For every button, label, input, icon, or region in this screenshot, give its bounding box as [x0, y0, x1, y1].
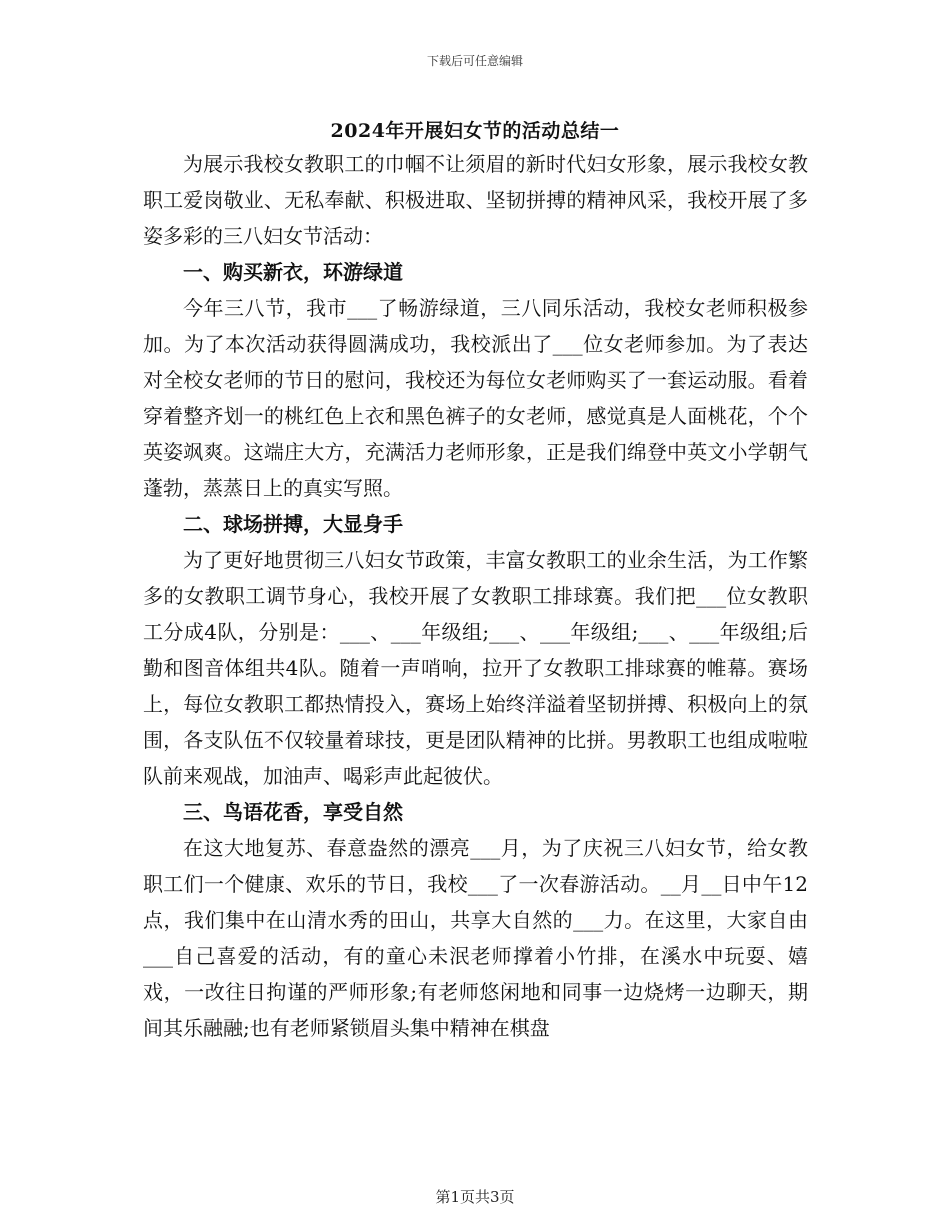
section-paragraph-1: 今年三八节，我市___了畅游绿道，三八同乐活动，我校女老师积极参加。为了本次活动获得圆满成功，我校派出了___位女老师参加。为了表达对全校女老师的节日的慰问，我校还为每位女老师购买了一套运动服。看着穿着整齐划一的桃红色上衣和黑色裤子的女老师，感觉真是人面桃花，个个英姿飒爽。这端庄大方，充满活力老师形象，正是我们绵登中英文小学朝气蓬勃，蒸蒸日上的真实写照。 [143, 296, 808, 500]
section-paragraph-3: 在这大地复苏、春意盎然的漂亮___月，为了庆祝三八妇女节，给女教职工们一个健康、欢乐的节日，我校___了一次春游活动。__月__日中午12点，我们集中在山清水秀的田山，共享大自然的___力。在这里，大家自由___自己喜爱的活动，有的童心未泯老师撑着小竹排，在溪水中玩耍、嬉戏，一改往日拘谨的严师形象;有老师悠闲地和同事一边烧烤一边聊天，期间其乐融融;也有老师紧锁眉头集中精神在棋盘 [143, 836, 808, 1040]
document-title: 2024年开展妇女节的活动总结一 [330, 120, 620, 142]
section-heading-3: 三、鸟语花香，享受自然 [183, 800, 403, 824]
section-paragraph-2: 为了更好地贯彻三八妇女节政策，丰富女教职工的业余生活，为工作繁多的女教职工调节身心，我校开展了女教职工排球赛。我们把___位女教职工分成4队，分别是：___、___年级组;___、___年级组;___、___年级组;后勤和图音体组共4队。随着一声哨响，拉开了女教职工排球赛的帷幕。赛场上，每位女教职工都热情投入，赛场上始终洋溢着坚韧拼搏、积极向上的氛围，各支队伍不仅较量着球技，更是团队精神的比拼。男教职工也组成啦啦队前来观战，加油声、喝彩声此起彼伏。 [143, 548, 808, 788]
page-number-footer: 第1页共3页 [435, 1188, 515, 1206]
section-heading-2: 二、球场拼搏，大显身手 [183, 512, 403, 536]
document-body [143, 146, 808, 1046]
header-note: 下载后可任意编辑 [426, 54, 523, 68]
intro-paragraph: 为展示我校女教职工的巾帼不让须眉的新时代妇女形象，展示我校女教职工爱岗敬业、无私奉献、积极进取、坚韧拼搏的精神风采，我校开展了多姿多彩的三八妇女节活动： [143, 152, 808, 248]
section-heading-1: 一、购买新衣，环游绿道 [183, 260, 403, 284]
